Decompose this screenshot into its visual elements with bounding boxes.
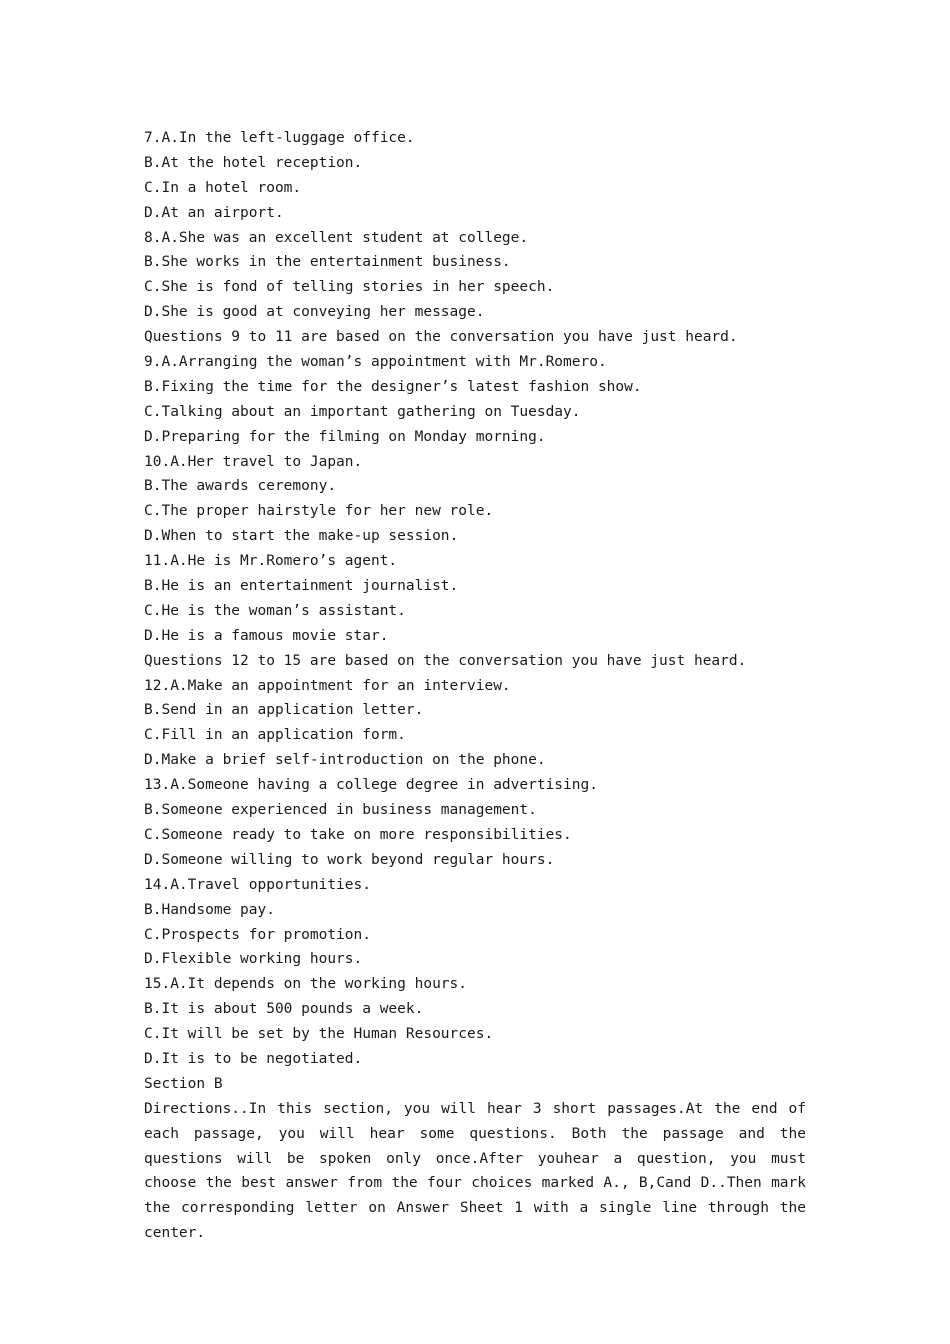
q10-option-b: B.The awards ceremony. <box>144 478 337 495</box>
q14-option-a: 14.A.Travel opportunities. <box>144 876 371 893</box>
q15-option-d: D.It is to be negotiated. <box>144 1050 363 1067</box>
questions-9-11-heading: Questions 9 to 11 are based on the conversation you have just heard. <box>144 329 738 346</box>
q15-option-a: 15.A.It depends on the working hours. <box>144 976 468 993</box>
q13-option-d: D.Someone willing to work beyond regular hours. <box>144 851 555 868</box>
q10-option-d: D.When to start the make-up session. <box>144 528 459 545</box>
q11-option-a: 11.A.He is Mr.Romero’s agent. <box>144 553 398 570</box>
q9-option-a: 9.A.Arranging the woman’s appointment with Mr.Romero. <box>144 354 607 371</box>
q7-option-a: 7.A.In the left-luggage office. <box>144 130 415 146</box>
q9-option-d: D.Preparing for the filming on Monday morning. <box>144 428 546 445</box>
q15-option-c: C.It will be set by the Human Resources. <box>144 1026 494 1043</box>
q13-option-b: B.Someone experienced in business management. <box>144 802 537 819</box>
q9-option-b: B.Fixing the time for the designer’s latest fashion show. <box>144 378 642 395</box>
q11-option-c: C.He is the woman’s assistant. <box>144 602 406 619</box>
q14-option-c: C.Prospects for promotion. <box>144 926 371 943</box>
q9-option-c: C.Talking about an important gathering on Tuesday. <box>144 403 581 420</box>
q8-option-d: D.She is good at conveying her message. <box>144 304 485 321</box>
q12-option-d: D.Make a brief self-introduction on the phone. <box>144 752 546 769</box>
q11-option-b: B.He is an entertainment journalist. <box>144 578 459 595</box>
q10-option-c: C.The proper hairstyle for her new role. <box>144 503 494 520</box>
q13-option-a: 13.A.Someone having a college degree in advertising. <box>144 777 598 794</box>
q12-option-b: B.Send in an application letter. <box>144 702 424 719</box>
q14-option-b: B.Handsome pay. <box>144 901 275 918</box>
document-page <box>144 126 806 1246</box>
q10-option-a: 10.A.Her travel to Japan. <box>144 453 363 470</box>
q8-option-c: C.She is fond of telling stories in her speech. <box>144 279 555 296</box>
q7-option-c: C.In a hotel room. <box>144 179 302 196</box>
questions-12-15-heading: Questions 12 to 15 are based on the conversation you have just heard. <box>144 652 747 669</box>
section-b-directions: Directions..In this section, you will hear 3 short passages.At the end of each passage, you will hear some questions. Both the passage and the questions will be spoken only once.After youhear a question, you must choose the best answer from the four choices marked A., B,Cand D..Then mark the corresponding letter on Answer Sheet 1 with a single line through the center. <box>144 1100 806 1242</box>
q7-option-b: B.At the hotel reception. <box>144 154 363 171</box>
q13-option-c: C.Someone ready to take on more responsibilities. <box>144 826 572 843</box>
q12-option-c: C.Fill in an application form. <box>144 727 406 744</box>
q12-option-a: 12.A.Make an appointment for an interview. <box>144 677 511 694</box>
q7-option-d: D.At an airport. <box>144 204 284 221</box>
q8-option-b: B.She works in the entertainment business. <box>144 254 511 271</box>
section-b-heading: Section B <box>144 1075 223 1092</box>
q8-option-a: 8.A.She was an excellent student at college. <box>144 229 529 246</box>
q15-option-b: B.It is about 500 pounds a week. <box>144 1001 424 1018</box>
q11-option-d: D.He is a famous movie star. <box>144 627 389 644</box>
q14-option-d: D.Flexible working hours. <box>144 951 363 968</box>
